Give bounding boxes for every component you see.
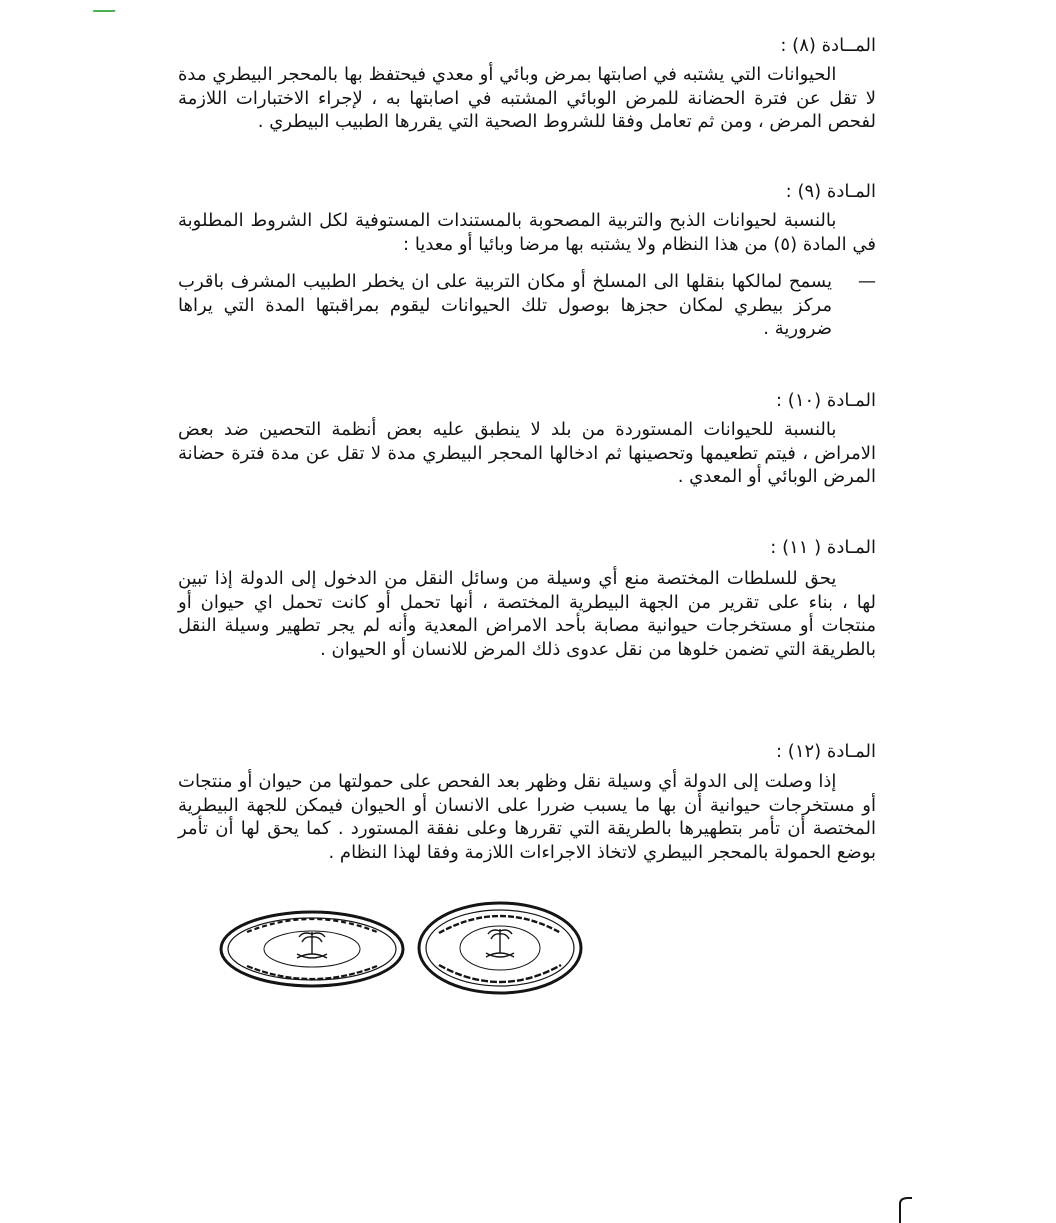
palm-swords-emblem [297, 932, 327, 958]
article-8-body: الحيوانات التي يشتبه في اصابتها بمرض وبائي أو معدي فيحتفظ بها بالمحجر البيطري مدة لا تقل عن فترة الحضانة للمرض الوبائي المشتبه في اصابتها به ، لإجراء الاختبارات اللازمة لفحص المرض ، ومن ثم تعامل وفقا للشروط الصحية التي يقررها الطبيب البيطري . [178, 64, 876, 133]
page-corner-mark [896, 1196, 916, 1223]
article-10-heading: المـادة (١٠) : [776, 390, 876, 411]
article-9-heading: المـادة (٩) : [785, 181, 876, 202]
seal-experts-commission [217, 908, 407, 990]
article-12-heading: المـادة (١٢) : [776, 741, 876, 762]
article-12-body: إذا وصلت إلى الدولة أي وسيلة نقل وظهر بعد الفحص على حمولتها من حيوان أو منتجات أو مستخرجات حيوانية أن بها ما يسبب ضررا على الانسان أو الحيوان فيمكن للجهة البيطرية المختصة أن تأمر بتطهيرها بالطريقة التي تقررها وعلى نفقة المستورد . كما يحق لها أن تأمر بوضع الحمولة بالمحجر البيطري لاتخاذ الاجراءات اللازمة وفقا لهذا النظام . [178, 771, 876, 863]
article-8-heading: المــادة (٨) : [780, 35, 876, 56]
corner-mark [93, 0, 122, 12]
article-9-bullet-text: يسمح لمالكها بنقلها الى المسلخ أو مكان التربية على ان يخطر الطبيب المشرف باقرب مركز بيطري لمكان حجزها بوصول تلك الحيوانات ليقوم بمراقبتها المدة التي يراها ضرورية . [178, 271, 832, 340]
article-11-body: يحق للسلطات المختصة منع أي وسيلة من وسائل النقل من الدخول إلى الدولة إذا تبين لها ، بناء على تقرير من الجهة البيطرية المختصة ، أنها تحمل أو كانت تحمل اي حيوان أو منتجات أو مستخرجات حيوانية مصابة بأحد الامراض المعدية وأنه لم يجر تطهير وسيلة النقل بالطريقة التي تضمن خلوها من نقل عدوى ذلك المرض للانسان أو الحيوان . [178, 568, 876, 660]
article-11-heading: المـادة ( ١١) : [770, 537, 876, 558]
article-9-bullet [178, 270, 876, 341]
seal-general-secretariat [415, 899, 585, 997]
article-10-body: بالنسبة للحيوانات المستوردة من بلد لا ينطبق عليه بعض أنظمة التحصين ضد بعض الامراض ، فيتم تطعيمها وتحصينها ثم ادخالها المحجر البيطري مدة لا تقل عن مدة فترة حضانة المرض الوبائي أو المعدي . [178, 419, 876, 488]
article-9-body: بالنسبة لحيوانات الذبح والتربية المصحوبة بالمستندات المستوفية لكل الشروط المطلوبة في المادة (٥) من هذا النظام ولا يشتبه بها مرضا وبائيا أو معديا : [178, 210, 876, 255]
palm-swords-emblem [486, 929, 514, 957]
bullet-dash: — [858, 271, 876, 292]
